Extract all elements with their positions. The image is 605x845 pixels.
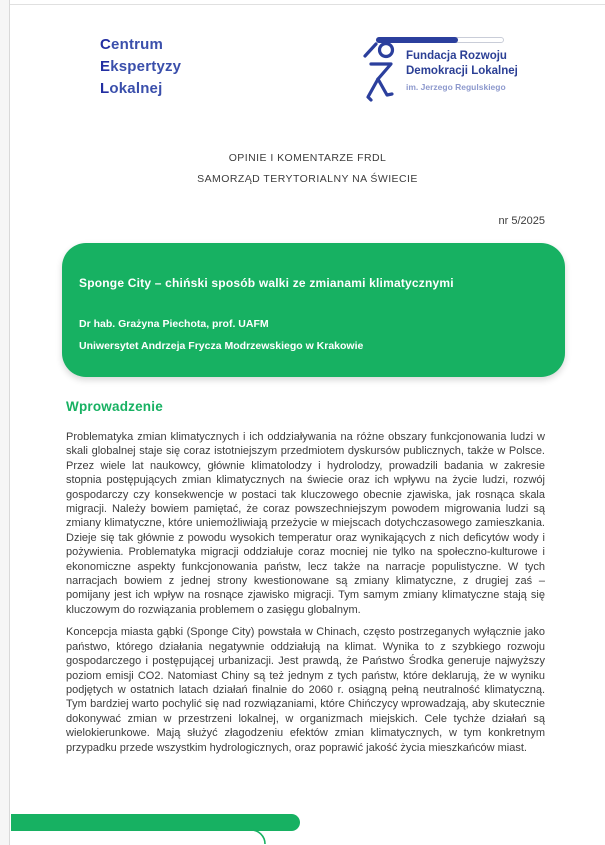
- frdl-runner-icon: [361, 41, 403, 105]
- frdl-name-line1: Fundacja Rozwoju: [406, 50, 507, 62]
- page-left-margin: [0, 0, 10, 845]
- paragraph: Koncepcja miasta gąbki (Sponge City) powstała w Chinach, często postrzeganych wyłącznie jako państwo, którego działania negatywnie oddziałują na klimat. Wynika to z szybkiego rozwoju gospodarczego i postępującej urbanizacji. Jest prawdą, że Państwo Środka generuje najwyższy poziom emisji CO2. Natomiast Chiny są też jednym z tych państw, które deklarują, że w wyniku podjętych w ostatnich latach działań finalnie do 2060 r. osiągną pełną neutralność klimatyczną. Tym bardziej warto pochylić się nad rozwiązaniami, które Chińczycy wprowadzają, aby skutecznie dokonywać zmian w przestrzeni lokalnej, w organizmach miejskich. Cele tychże działań są wielokierunkowe. Mają służyć złagodzeniu efektów zmian klimatycznych, w tym konkretnym przypadku przede wszystkim hydrologicznych, oraz poprawić jakość życia mieszkańców miast.: [66, 626, 545, 754]
- cel-initial: E: [100, 58, 111, 75]
- cel-rest: entrum: [111, 36, 164, 53]
- issue-number: nr 5/2025: [498, 215, 545, 227]
- cel-logo-line: [100, 78, 181, 100]
- cel-rest: okalnej: [109, 80, 163, 97]
- cel-logo-line: [100, 56, 181, 78]
- cel-logo-line: [100, 34, 181, 56]
- title-banner: [62, 243, 565, 377]
- article-affiliation: Uniwersytet Andrzeja Frycza Modrzewskiego w Krakowie: [79, 340, 364, 352]
- cel-initial: L: [100, 80, 110, 97]
- frdl-logo: [406, 49, 518, 93]
- frdl-subtitle: im. Jerzego Regulskiego: [406, 82, 506, 92]
- frdl-name-line2: Demokracji Lokalnej: [406, 65, 518, 77]
- series-title: OPINIE I KOMENTARZE FRDL: [228, 152, 387, 164]
- series-subtitle: SAMORZĄD TERYTORIALNY NA ŚWIECIE: [197, 173, 418, 185]
- page-top-border: [10, 4, 605, 5]
- cel-logo: [100, 34, 181, 100]
- article-author: Dr hab. Grażyna Piechota, prof. UAFM: [79, 318, 269, 330]
- section-heading: Wprowadzenie: [66, 399, 163, 414]
- paragraph: Problematyka zmian klimatycznych i ich oddziaływania na różne obszary funkcjonowania ludzi w skali globalnej staje się coraz istotniejszym przedmiotem dyskursów publicznych, także w Polsce. Przez wiele lat naukowcy, głównie klimatolodzy i hydrolodzy, prowadzili badania w zakresie stopnia postępujących zmian klimatycznych na świecie oraz ich wpływu na życie ludzi, rozwój gospodarczy czy konsekwencje w postaci tak kluczowego obecnie zjawiska, jak rosnąca skala migracji. Należy bowiem pamiętać, że coraz powszechniejszym powodem migrowania ludzi są zmiany klimatyczne, które uniemożliwiają przeżycie w miejscach dotychczasowego zamieszkania. Dzieje się tak głównie z powodu wysokich temperatur oraz wynikających z nich deficytów wody i pożywienia. Problematyka migracji oddziałuje coraz mocniej nie tylko na społeczno-kulturowe i ekonomiczne aspekty funkcjonowania państw, lecz także na narracje populistyczne. W tych narracjach bowiem z jednej strony kwestionowane są zmiany klimatyczne, z drugiej zaś – pomijany jest ich wpływ na rosnące zjawisko migracji. Tym samym zmiany klimatyczne stają się kluczowym do rozwiązania problemem o zasięgu globalnym.: [66, 431, 545, 616]
- frdl-logo-bar: [376, 37, 504, 43]
- cel-rest: kspertyzy: [110, 58, 182, 75]
- cel-initial: C: [100, 36, 112, 53]
- footer-arc-decoration: [249, 829, 275, 845]
- article-title: Sponge City – chiński sposób walki ze zmianami klimatycznymi: [79, 276, 454, 290]
- frdl-logo-bar-fill: [376, 37, 458, 43]
- article-body: [66, 430, 545, 763]
